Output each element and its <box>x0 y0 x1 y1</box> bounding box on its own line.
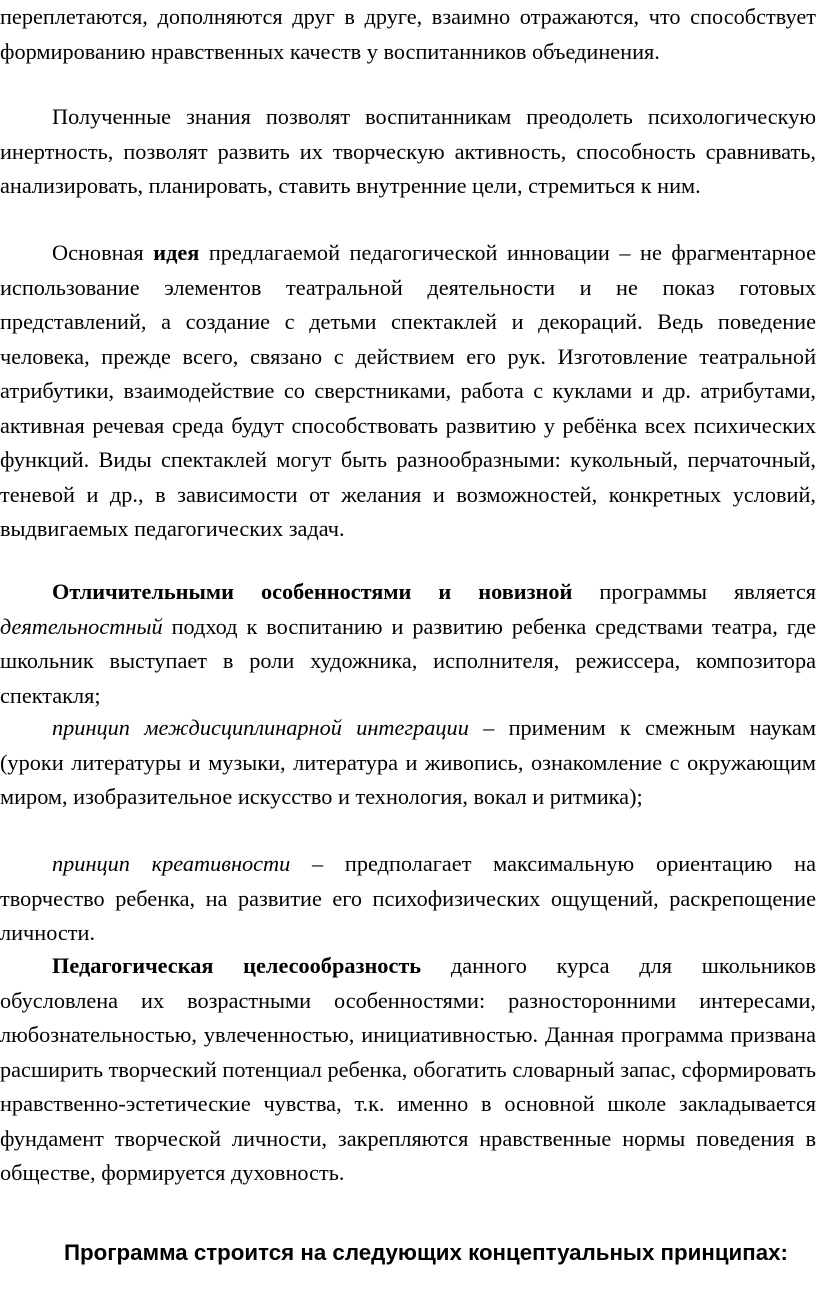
main-idea-rest: предлагаемой педагогической инновации – не фрагментарное использование элементов театральной деятельности и не показ готовых представлений, а создание с детьми спектаклей и декораций. Ведь поведение человека, прежде всего, связано с действием его рук. Изготовление театральной атрибутики, взаимодействие со сверстниками, работа с куклами и др. атрибутами, активная речевая среда будут способствовать развитию у ребёнка всех психических функций. Виды спектаклей могут быть разнообразными: кукольный, перчаточный, теневой и др., в зависимости от желания и возможностей, конкретных условий, выдвигаемых педагогических задач. <box>0 240 816 541</box>
novelty-mid: программы является <box>572 579 816 604</box>
novelty-bold: Отличительными особенностями и новизной <box>52 579 573 604</box>
paragraph-main-idea <box>0 236 816 547</box>
expediency-rest: данного курса для школьников обусловлена их возрастными особенностями: разносторонними интересами, любознательностью, увлеченностью, инициативностью. Данная программа призвана расширить творческий потенциал ребенка, обогатить словарный запас, сформировать нравственно-эстетические чувства, т.к. именно в основной школе закладывается фундамент творческой личности, закрепляются нравственные нормы поведения в обществе, формируется духовность. <box>0 953 816 1185</box>
expediency-bold: Педагогическая целесообразность <box>52 953 422 978</box>
paragraph-expediency <box>0 949 816 1191</box>
paragraph-creativity-principle <box>0 847 816 951</box>
paragraph-knowledge: Полученные знания позволят воспитанникам преодолеть психологическую инертность, позволят развить их творческую активность, способность сравнивать, анализировать, планировать, ставить внутренние цели, стремиться к ним. <box>0 104 816 198</box>
main-idea-lead: Основная <box>52 240 154 265</box>
integration-rest: – применим к смежным наукам (уроки литературы и музыки, литература и живопись, ознакомление с окружающим миром, изобразительное искусство и технология, вокал и ритмика); <box>0 715 816 809</box>
paragraph-continuation: переплетаются, дополняются друг в друге, взаимно отражаются, что способствует формированию нравственных качеств у воспитанников объединения. <box>0 4 816 64</box>
novelty-italic: деятельностный <box>0 613 163 639</box>
section-heading: Программа строится на следующих концептуальных принципах: <box>64 1240 788 1265</box>
main-idea-bold: идея <box>153 240 200 265</box>
paragraph-novelty <box>0 575 816 713</box>
paragraph-integration-principle <box>0 711 816 815</box>
integration-italic: принцип междисциплинарной интеграции <box>52 715 469 740</box>
novelty-rest: подход к воспитанию и развитию ребенка средствами театра, где школьник выступает в роли художника, исполнителя, режиссера, композитора спектакля; <box>0 613 816 708</box>
creativity-rest: – предполагает максимальную ориентацию на творчество ребенка, на развитие его психофизических ощущений, раскрепощение личности. <box>0 851 816 945</box>
creativity-italic: принцип креативности <box>52 851 291 876</box>
